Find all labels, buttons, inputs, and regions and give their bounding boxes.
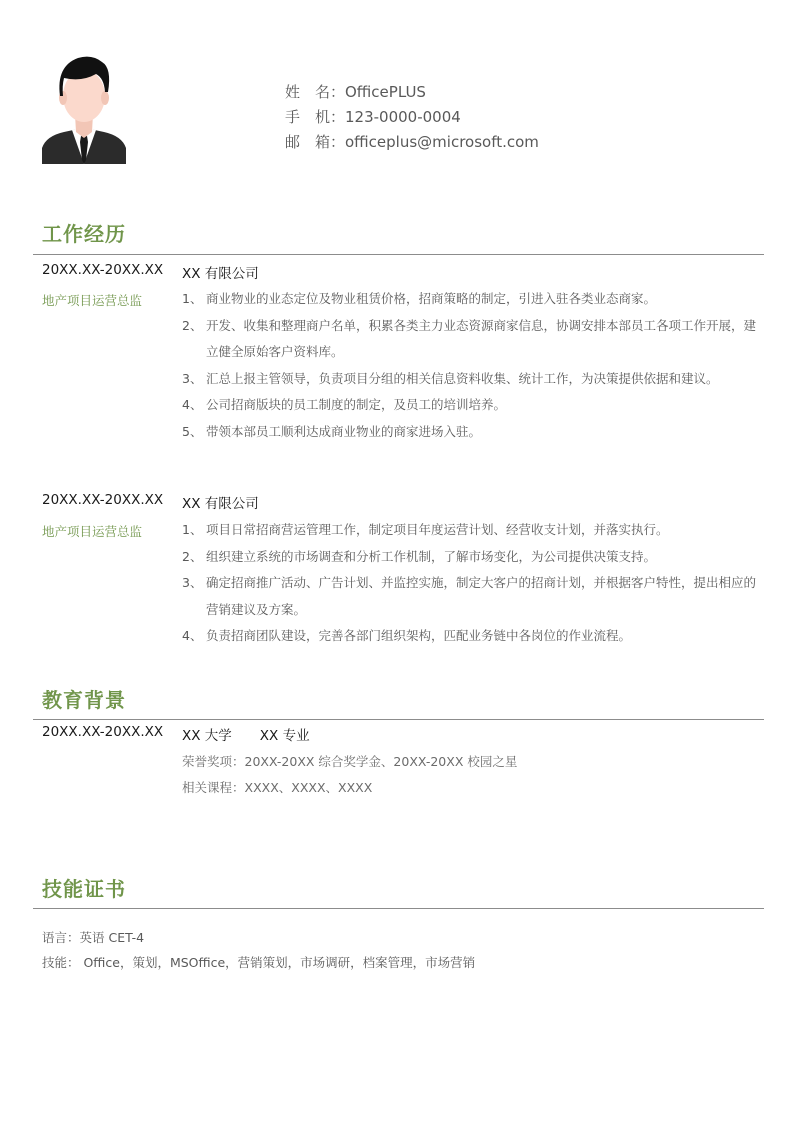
name-row	[285, 80, 539, 105]
education-section-divider	[33, 719, 764, 720]
person-avatar-icon	[42, 52, 126, 164]
education-section-title: 教育背景	[42, 688, 126, 712]
name-label: 姓 名：	[285, 83, 346, 101]
name-value: OfficePLUS	[345, 83, 426, 101]
email-row	[285, 130, 539, 155]
job-1-company: XX 有限公司	[182, 266, 259, 282]
education-date: 20XX.XX-20XX.XX	[42, 724, 164, 740]
skills-section-title: 技能证书	[42, 877, 126, 901]
job-1-duties	[182, 286, 762, 445]
skills-section-divider	[33, 908, 764, 909]
duty-item: 3、 汇总上报主管领导，负责项目分组的相关信息资料收集、统计工作，为决策提供依据和建议。	[182, 370, 719, 386]
duty-item: 4、 负责招商团队建设，完善各部门组织架构，匹配业务链中各岗位的作业流程。	[182, 628, 632, 643]
email-label: 邮 箱：	[285, 133, 346, 151]
work-section-title: 工作经历	[42, 222, 126, 246]
duty-item: 1、 商业物业的业态定位及物业租赁价格，招商策略的制定，引进入驻各类业态商家。	[182, 291, 657, 306]
education-school-major	[182, 724, 338, 744]
skills-list: 技能： Office，策划，MSOffice，营销策划，市场调研，档案管理，市场营销	[42, 955, 476, 970]
duty-item: 1、 项目日常招商营运管理工作，制定项目年度运营计划、经营收支计划，并落实执行。	[182, 522, 669, 537]
job-2-company: XX 有限公司	[182, 496, 259, 512]
duty-item: 4、 公司招商版块的员工制度的制定，及员工的培训培养。	[182, 397, 507, 412]
job-1-date: 20XX.XX-20XX.XX	[42, 262, 164, 278]
education-honors: 荣誉奖项：20XX-20XX 综合奖学金、20XX-20XX 校园之星	[182, 754, 518, 769]
duty-item: 3、 确定招商推广活动、广告计划、并监控实施，制定大客户的招商计划，并根据客户特性，提出相应的营销建议及方案。	[182, 575, 757, 617]
phone-row	[285, 105, 539, 130]
education-courses: 相关课程：XXXX、XXXX、XXXX	[182, 780, 373, 795]
job-1-role: 地产项目运营总监	[42, 293, 143, 308]
duty-item: 5、 带领本部员工顺利达成商业物业的商家进场入驻。	[182, 423, 482, 439]
work-section-divider	[33, 254, 764, 255]
language-skill: 语言：英语 CET-4	[42, 930, 145, 945]
email-value: officeplus@microsoft.com	[345, 133, 539, 151]
school-name: XX 大学	[182, 728, 232, 744]
job-2-duties	[182, 517, 762, 650]
job-2-role: 地产项目运营总监	[42, 524, 143, 539]
major-name: XX 专业	[259, 728, 310, 744]
contact-info	[285, 80, 539, 155]
duty-item: 2、 开发、收集和整理商户名单，积累各类主力业态资源商家信息，协调安排本部员工各项工作开展，建立健全原始客户资料库。	[182, 317, 757, 359]
job-2-date: 20XX.XX-20XX.XX	[42, 492, 164, 508]
phone-value: 123-0000-0004	[345, 108, 461, 126]
duty-item: 2、 组织建立系统的市场调查和分析工作机制，了解市场变化，为公司提供决策支持。	[182, 548, 657, 564]
phone-label: 手 机：	[285, 108, 346, 126]
